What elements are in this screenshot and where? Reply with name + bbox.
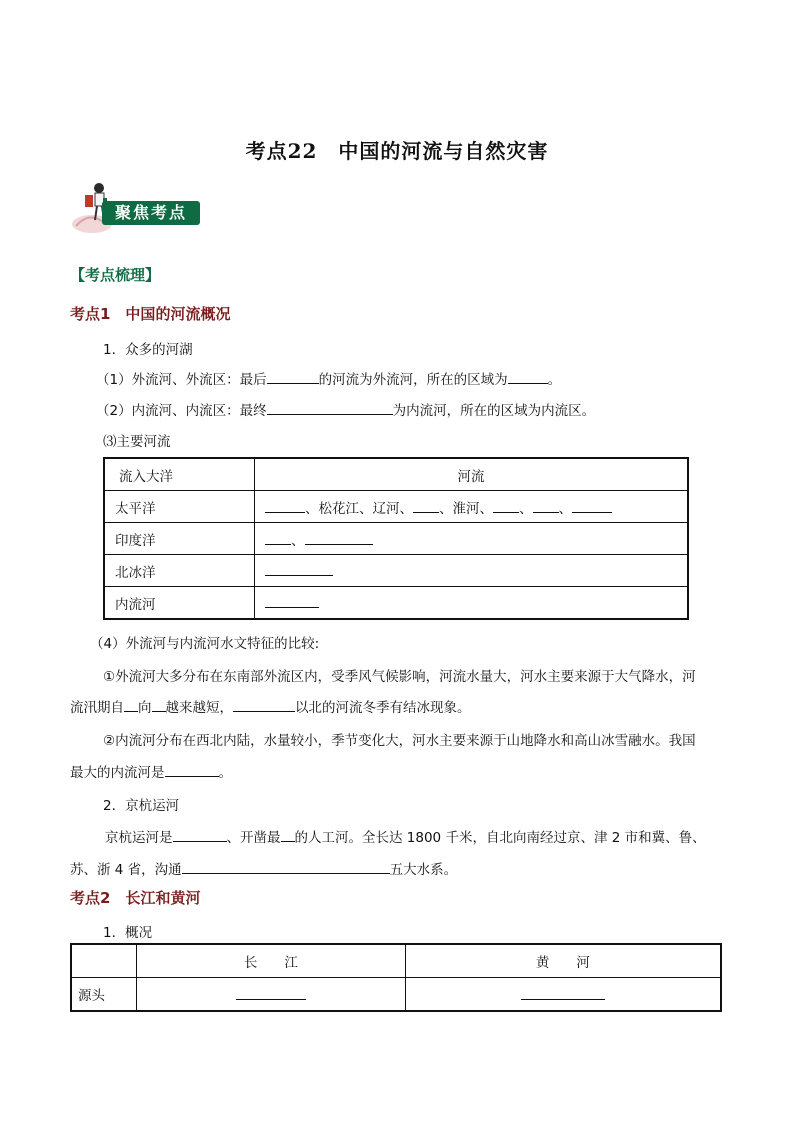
ocean-cell: 北冰洋 bbox=[104, 555, 255, 587]
text: 。 bbox=[218, 765, 232, 781]
blank-field[interactable] bbox=[265, 561, 333, 576]
text: 。 bbox=[547, 372, 562, 388]
text: 、淮河、 bbox=[439, 500, 493, 517]
river-cell bbox=[255, 587, 689, 620]
blank-field[interactable] bbox=[521, 985, 605, 1000]
table-header-row bbox=[104, 458, 688, 491]
header-yellow-river: 黄 河 bbox=[405, 944, 721, 978]
topic2-heading: 考点2 长江和黄河 bbox=[70, 889, 201, 907]
text: 、 bbox=[519, 500, 533, 517]
text: 的人工河。全长达 1800 千米，自北向南经过京、津 2 市和冀、鲁、 bbox=[294, 830, 706, 846]
text: 越来越短， bbox=[165, 700, 233, 716]
header-ocean: 流入大洋 bbox=[104, 458, 255, 491]
item-main-rivers: ⑶主要河流 bbox=[103, 434, 171, 450]
blank-field[interactable] bbox=[267, 369, 319, 384]
text: 的河流为外流河，所在的区域为 bbox=[318, 372, 508, 388]
river-cell bbox=[255, 491, 689, 523]
table-row bbox=[104, 523, 688, 555]
blank-field[interactable] bbox=[508, 369, 548, 384]
table-header-row bbox=[71, 944, 721, 978]
row-label-source: 源头 bbox=[71, 978, 137, 1012]
text: 以北的河流冬季有结冰现象。 bbox=[295, 700, 471, 716]
blank-field[interactable] bbox=[233, 697, 295, 712]
table-row bbox=[104, 587, 688, 620]
text: 苏、浙 4 省，沟通 bbox=[70, 862, 182, 878]
yangtze-yellow-table bbox=[70, 943, 722, 1012]
focus-banner bbox=[70, 180, 205, 240]
text: 、松花江、辽河、 bbox=[305, 500, 413, 517]
blank-field[interactable] bbox=[281, 827, 295, 842]
blank-field[interactable] bbox=[265, 593, 319, 608]
text: 五大水系。 bbox=[389, 862, 458, 878]
text: 流汛期自 bbox=[70, 700, 124, 716]
river-cell bbox=[255, 555, 689, 587]
text: 、开凿最 bbox=[226, 830, 281, 846]
blank-field[interactable] bbox=[236, 985, 306, 1000]
item-interior-flow bbox=[96, 399, 595, 419]
main-rivers-table bbox=[103, 457, 689, 620]
text: 、 bbox=[558, 500, 572, 517]
blank-field[interactable] bbox=[533, 498, 559, 513]
text: 向 bbox=[138, 700, 152, 716]
text: 为内流河，所在的区域为内流区。 bbox=[392, 403, 596, 419]
cell-yangtze-source bbox=[137, 978, 406, 1012]
section-heading: 【考点梳理】 bbox=[70, 266, 161, 284]
table-row bbox=[104, 555, 688, 587]
blank-field[interactable] bbox=[165, 762, 219, 777]
blank-field[interactable] bbox=[182, 859, 390, 874]
table-row bbox=[71, 978, 721, 1012]
item-comparison: （4）外流河与内流河水文特征的比较: bbox=[90, 636, 320, 652]
topic1-heading: 考点1 中国的河流概况 bbox=[70, 305, 231, 323]
header-empty bbox=[71, 944, 137, 978]
subsection-overview: 1．概况 bbox=[103, 925, 153, 941]
blank-field[interactable] bbox=[173, 827, 227, 842]
blank-field[interactable] bbox=[413, 498, 439, 513]
blank-field[interactable] bbox=[305, 530, 373, 545]
blank-field[interactable] bbox=[124, 697, 138, 712]
river-cell bbox=[255, 523, 689, 555]
subsection-grand-canal: 2．京杭运河 bbox=[103, 798, 180, 814]
para-interior-2 bbox=[70, 761, 232, 781]
table-row bbox=[104, 491, 688, 523]
header-river: 河流 bbox=[255, 458, 689, 491]
subsection-rivers-lakes: 1．众多的河湖 bbox=[103, 342, 193, 358]
para-canal-2 bbox=[70, 858, 457, 878]
text: （1）外流河、外流区：最后 bbox=[96, 372, 267, 388]
blank-field[interactable] bbox=[265, 498, 305, 513]
blank-field[interactable] bbox=[265, 530, 291, 545]
cell-yellow-source bbox=[405, 978, 721, 1012]
blank-field[interactable] bbox=[267, 400, 393, 415]
page-title: 考点22 中国的河流与自然灾害 bbox=[245, 139, 549, 163]
text: 最大的内流河是 bbox=[70, 765, 165, 781]
blank-field[interactable] bbox=[493, 498, 519, 513]
para-exterior-2 bbox=[70, 696, 471, 716]
ocean-cell: 印度洋 bbox=[104, 523, 255, 555]
para-interior-1: ②内流河分布在西北内陆，水量较小，季节变化大，河水主要来源于山地降水和高山冰雪融水。我国 bbox=[103, 733, 696, 749]
text: （2）内流河、内流区：最终 bbox=[96, 403, 267, 419]
blank-field[interactable] bbox=[152, 697, 166, 712]
text: 、 bbox=[291, 532, 305, 549]
para-canal-1 bbox=[105, 826, 706, 846]
header-yangtze: 长 江 bbox=[137, 944, 406, 978]
focus-banner-label: 聚焦考点 bbox=[102, 201, 200, 225]
ocean-cell: 内流河 bbox=[104, 587, 255, 620]
blank-field[interactable] bbox=[572, 498, 612, 513]
text: 京杭运河是 bbox=[105, 830, 173, 846]
para-exterior-1: ①外流河大多分布在东南部外流区内，受季风气候影响，河流水量大，河水主要来源于大气降水，河 bbox=[103, 669, 696, 685]
ocean-cell: 太平洋 bbox=[104, 491, 255, 523]
item-exterior-flow bbox=[96, 368, 561, 388]
